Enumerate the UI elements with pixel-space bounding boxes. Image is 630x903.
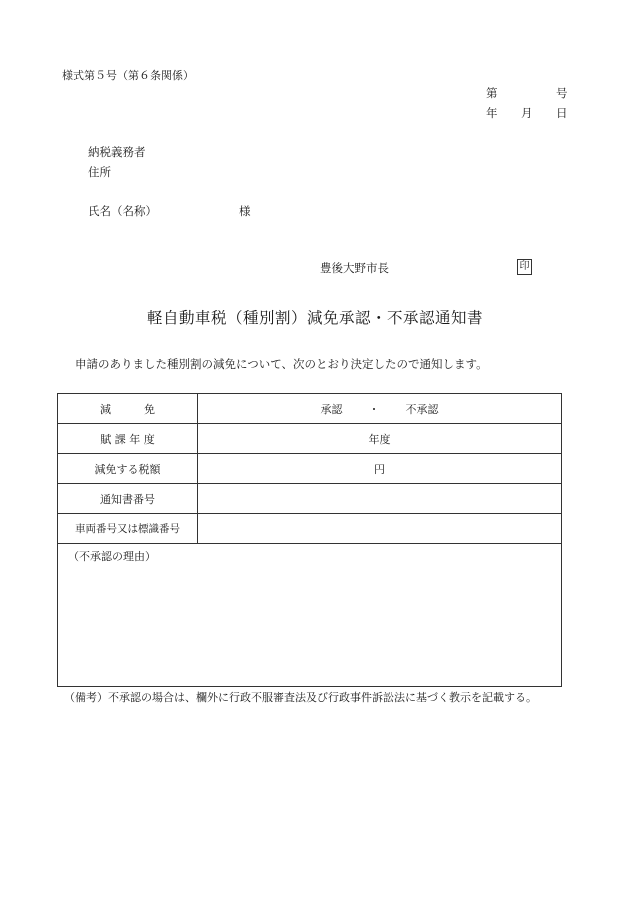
vehicle-number-value <box>198 514 562 544</box>
table-row <box>58 454 562 484</box>
table-row <box>58 514 562 544</box>
remarks-note: （備考）不承認の場合は、欄外に行政不服審査法及び行政事件訴訟法に基づく教示を記載する。 <box>64 691 537 704</box>
approval-choice <box>198 394 562 424</box>
document-title: 軽自動車税（種別割）減免承認・不承認通知書 <box>146 309 483 327</box>
table-row <box>58 544 562 687</box>
decision-table <box>57 393 562 687</box>
notice-number-value <box>198 484 562 514</box>
row-label-notice-number: 通知書番号 <box>58 484 198 514</box>
row-label-vehicle-number: 車両番号又は標識番号 <box>58 514 198 544</box>
reject-option: 不承認 <box>405 402 439 416</box>
row-label-tax-amount: 減免する税額 <box>58 454 198 484</box>
approve-option: 承認 <box>320 402 343 416</box>
table-row <box>58 484 562 514</box>
table-row <box>58 394 562 424</box>
seal-mark: 印 <box>517 259 532 275</box>
honorific: 様 <box>239 204 251 218</box>
name-label: 氏名（名称） <box>88 204 157 218</box>
document-number-prefix: 第 <box>486 86 498 100</box>
option-separator: ・ <box>368 402 380 416</box>
lead-text: 申請のありました種別割の減免について、次のとおり決定したので通知します。 <box>75 357 488 371</box>
date-year-label: 年 <box>486 106 498 120</box>
taxpayer-label: 納税義務者 <box>88 145 146 159</box>
date-month-label: 月 <box>521 106 533 120</box>
rejection-reason-box: （不承認の理由） <box>58 544 562 687</box>
table-row <box>58 424 562 454</box>
row-label-fiscal-year: 賦 課 年 度 <box>58 424 198 454</box>
row-label-reduction: 減 免 <box>58 394 198 424</box>
form-number-label: 様式第５号（第６条関係） <box>62 69 194 82</box>
issuer-mayor: 豊後大野市長 <box>320 261 389 275</box>
fiscal-year-value: 年度 <box>198 424 562 454</box>
date-day-label: 日 <box>556 106 568 120</box>
document-number-suffix: 号 <box>556 86 568 100</box>
address-label: 住所 <box>88 165 111 179</box>
tax-amount-value: 円 <box>198 454 562 484</box>
